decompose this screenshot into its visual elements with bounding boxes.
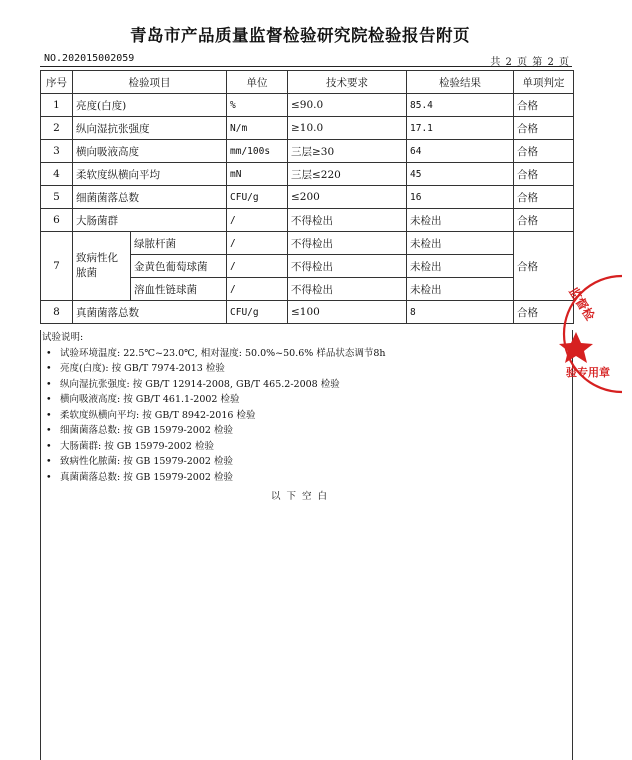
col-header-unit: 单位 — [227, 71, 288, 94]
row-judgement: 合格 — [514, 209, 574, 232]
row-judgement: 合格 — [514, 301, 574, 324]
row-judgement: 合格 — [514, 186, 574, 209]
note-item: • 纵向湿抗张强度: 按 GB/T 12914-2008, GB/T 465.2-2008 检验 — [42, 377, 562, 393]
report-title: 青岛市产品质量监督检验研究院检验报告附页 — [130, 26, 470, 45]
col-header-requirement: 技术要求 — [288, 71, 407, 94]
row-sub-item: 溶血性链球菌 — [131, 278, 227, 301]
row-item: 横向吸液高度 — [73, 140, 227, 163]
row-unit: N/m — [227, 117, 288, 140]
row-result: 64 — [407, 140, 514, 163]
row-judgement: 合格 — [514, 140, 574, 163]
row-item: 柔软度纵横向平均 — [73, 163, 227, 186]
frame-left-border — [40, 330, 41, 760]
note-item: • 横向吸液高度: 按 GB/T 461.1-2002 检验 — [42, 392, 562, 408]
row-sub-item: 绿脓杆菌 — [131, 232, 227, 255]
note-item: • 真菌菌落总数: 按 GB 15979-2002 检验 — [42, 470, 562, 486]
row-requirement: 三层≤220 — [288, 163, 407, 186]
table-row — [41, 140, 574, 163]
row-requirement: 不得检出 — [288, 232, 407, 255]
inspection-table — [40, 70, 574, 324]
row-unit: mN — [227, 163, 288, 186]
top-rule — [40, 66, 572, 67]
row-unit: / — [227, 278, 288, 301]
row-unit: mm/100s — [227, 140, 288, 163]
row-sub-item: 金黄色葡萄球菌 — [131, 255, 227, 278]
notes-heading: 试验说明: — [42, 332, 84, 343]
seal-text-side: 验专用章 — [566, 366, 610, 379]
row-no: 2 — [41, 117, 73, 140]
row-unit: / — [227, 209, 288, 232]
row-item: 真菌菌落总数 — [73, 301, 227, 324]
note-item: • 致病性化脓菌: 按 GB 15979-2002 检验 — [42, 454, 562, 470]
row-judgement: 合格 — [514, 163, 574, 186]
note-item: • 柔软度纵横向平均: 按 GB/T 8942-2016 检验 — [42, 408, 562, 424]
row-item: 亮度(白度) — [73, 94, 227, 117]
note-item: • 细菌菌落总数: 按 GB 15979-2002 检验 — [42, 423, 562, 439]
row-requirement: 不得检出 — [288, 255, 407, 278]
row-requirement: 不得检出 — [288, 209, 407, 232]
table-row — [41, 94, 574, 117]
row-no: 5 — [41, 186, 73, 209]
row-no: 4 — [41, 163, 73, 186]
col-header-item: 检验项目 — [73, 71, 227, 94]
row-requirement: 不得检出 — [288, 278, 407, 301]
row-result: 45 — [407, 163, 514, 186]
row-no: 3 — [41, 140, 73, 163]
row-result: 17.1 — [407, 117, 514, 140]
table-row-group — [41, 232, 574, 255]
row-no: 6 — [41, 209, 73, 232]
row-judgement: 合格 — [514, 117, 574, 140]
row-result: 未检出 — [407, 232, 514, 255]
row-no: 1 — [41, 94, 73, 117]
inspection-seal-stamp — [562, 268, 632, 398]
row-no: 7 — [41, 232, 73, 301]
row-item: 细菌菌落总数 — [73, 186, 227, 209]
row-result: 8 — [407, 301, 514, 324]
row-no: 8 — [41, 301, 73, 324]
row-unit: CFU/g — [227, 186, 288, 209]
row-group-item: 致病性化脓菌 — [73, 232, 131, 301]
notes-list — [42, 346, 562, 486]
row-result: 未检出 — [407, 209, 514, 232]
page-info: 共 2 页 第 2 页 — [490, 57, 570, 68]
row-requirement: ≥10.0 — [288, 117, 407, 140]
blank-below-notice: 以下空白 — [270, 491, 333, 502]
table-row — [41, 301, 574, 324]
row-requirement: ≤100 — [288, 301, 407, 324]
row-unit: / — [227, 255, 288, 278]
table-header-row — [41, 71, 574, 94]
row-result: 16 — [407, 186, 514, 209]
note-item: • 大肠菌群: 按 GB 15979-2002 检验 — [42, 439, 562, 455]
note-item: • 试验环境温度: 22.5℃~23.0℃, 相对湿度: 50.0%~50.6% 样品状态调节8h — [42, 346, 562, 362]
row-unit: CFU/g — [227, 301, 288, 324]
row-unit: / — [227, 232, 288, 255]
table-row — [41, 209, 574, 232]
table-row — [41, 186, 574, 209]
seal-text-top: 监督检 — [566, 284, 598, 323]
row-item: 大肠菌群 — [73, 209, 227, 232]
col-header-no: 序号 — [41, 71, 73, 94]
report-number: NO.202015002059 — [44, 53, 135, 64]
row-judgement: 合格 — [514, 94, 574, 117]
row-requirement: 三层≥30 — [288, 140, 407, 163]
note-item: • 亮度(白度): 按 GB/T 7974-2013 检验 — [42, 361, 562, 377]
table-row — [41, 117, 574, 140]
col-header-result: 检验结果 — [407, 71, 514, 94]
table-row — [41, 163, 574, 186]
row-unit: % — [227, 94, 288, 117]
col-header-judgement: 单项判定 — [514, 71, 574, 94]
test-notes — [42, 330, 562, 505]
row-result: 85.4 — [407, 94, 514, 117]
row-result: 未检出 — [407, 255, 514, 278]
row-item: 纵向湿抗张强度 — [73, 117, 227, 140]
row-result: 未检出 — [407, 278, 514, 301]
row-requirement: ≤90.0 — [288, 94, 407, 117]
row-judgement: 合格 — [514, 232, 574, 301]
row-requirement: ≤200 — [288, 186, 407, 209]
